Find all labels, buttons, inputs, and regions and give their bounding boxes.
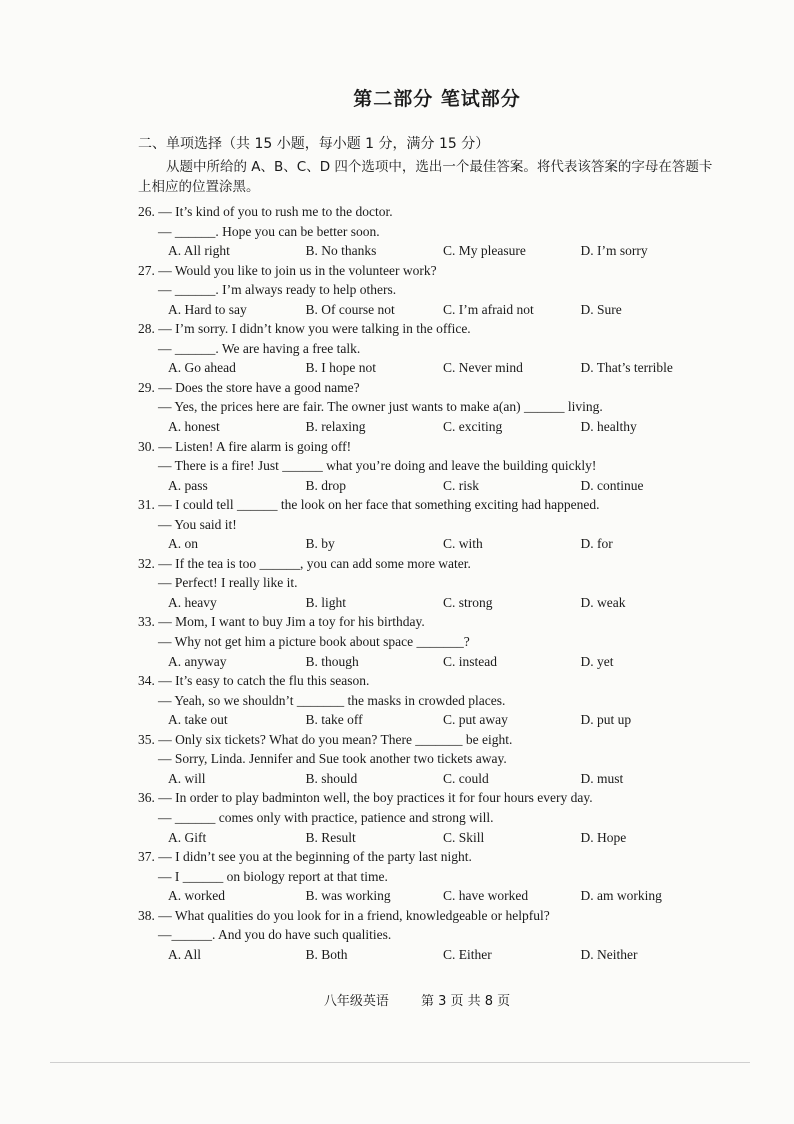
question-response [138, 456, 718, 476]
question-text: — ______. I’m always ready to help others. [158, 282, 397, 298]
question-text: — In order to play badminton well, the boy practices it for four hours every day. [158, 790, 593, 806]
question-prompt [138, 730, 718, 750]
answer-option: D. for [580, 536, 613, 552]
question-text: —______. And you do have such qualities. [158, 927, 392, 943]
answer-option: B. Result [305, 829, 356, 845]
answer-option: D. Hope [580, 829, 627, 845]
answer-option: C. put away [443, 712, 508, 728]
question-prompt [138, 378, 718, 398]
question-number: 33. [138, 614, 155, 630]
question-text: — Only six tickets? What do you mean? There _______ be eight. [158, 731, 513, 747]
answer-option: C. could [443, 770, 489, 786]
answer-options [138, 358, 718, 378]
answer-option: D. weak [580, 594, 626, 610]
question-text: — There is a fire! Just ______ what you’re doing and leave the building quickly! [158, 458, 597, 474]
question-number: 37. [138, 849, 155, 865]
question-prompt [138, 319, 718, 339]
answer-option: B. No thanks [305, 243, 377, 259]
question-prompt [138, 906, 718, 926]
answer-options [138, 710, 718, 730]
section-heading: 二、单项选择（共 15 小题，每小题 1 分，满分 15 分） [138, 136, 490, 152]
question-item [138, 730, 718, 789]
answer-option: A. Gift [168, 829, 207, 845]
question-text: — It’s kind of you to rush me to the doctor. [158, 204, 393, 219]
footer-page-number: 第 3 页 共 8 页 [420, 994, 511, 1009]
question-text: — I could tell ______ the look on her face that something exciting had happened. [158, 497, 600, 513]
question-prompt [138, 612, 718, 632]
question-text: — It’s easy to catch the flu this season. [158, 673, 370, 689]
answer-options [138, 652, 718, 672]
answer-option: D. continue [580, 477, 644, 493]
question-response [138, 632, 718, 652]
answer-option: C. Either [443, 946, 492, 962]
answer-option: C. Skill [443, 829, 485, 845]
question-response [138, 280, 718, 300]
section-instructions: 从题中所给的 A、B、C、D 四个选项中，选出一个最佳答案。将代表该答案的字母在答题卡上相应的位置涂黑。 [138, 159, 713, 195]
question-text: — I didn’t see you at the beginning of the party last night. [158, 849, 472, 865]
question-number: 34. [138, 673, 155, 689]
answer-option: A. worked [168, 888, 225, 904]
question-number: 28. [138, 321, 155, 337]
question-response [138, 573, 718, 593]
answer-option: B. relaxing [305, 419, 366, 435]
answer-option: C. I’m afraid not [443, 301, 534, 317]
question-prompt [138, 671, 718, 691]
question-prompt [138, 437, 718, 457]
answer-option: B. should [305, 770, 358, 786]
question-item [138, 906, 718, 965]
answer-option: B. was working [305, 888, 391, 904]
answer-option: A. Hard to say [168, 301, 247, 317]
answer-option: A. Go ahead [168, 360, 236, 376]
answer-option: B. take off [305, 712, 363, 728]
question-item [138, 671, 718, 730]
question-text: — Would you like to join us in the volunteer work? [158, 262, 437, 278]
question-response [138, 808, 718, 828]
answer-option: A. All right [168, 243, 230, 259]
answer-option: B. light [305, 594, 347, 610]
question-item [138, 612, 718, 671]
question-number: 36. [138, 790, 155, 806]
answer-option: A. anyway [168, 653, 227, 669]
question-number: 31. [138, 497, 155, 513]
answer-option: A. heavy [168, 594, 217, 610]
answer-option: A. All [168, 946, 202, 962]
answer-option: B. Both [305, 946, 348, 962]
answer-option: A. take out [168, 712, 228, 728]
question-text: — What qualities do you look for in a friend, knowledgeable or helpful? [158, 907, 550, 923]
question-prompt [138, 202, 718, 222]
answer-options [138, 945, 718, 965]
question-response [138, 691, 718, 711]
answer-option: C. have worked [443, 888, 529, 904]
answer-option: B. drop [305, 477, 346, 493]
page-title: 第二部分 笔试部分 [353, 88, 521, 110]
answer-option: D. Neither [580, 946, 638, 962]
question-text: — Perfect! I really like it. [158, 575, 298, 591]
footer-subject: 八年级英语 [323, 994, 389, 1009]
answer-option: C. My pleasure [443, 243, 526, 259]
question-item [138, 847, 718, 906]
answer-options [138, 476, 718, 496]
question-text: — ______. We are having a free talk. [158, 340, 361, 356]
question-text: — ______ comes only with practice, patience and strong will. [158, 809, 494, 825]
answer-options [138, 593, 718, 613]
answer-option: D. put up [580, 712, 632, 728]
question-text: — You said it! [158, 516, 237, 532]
question-text: — ______. Hope you can be better soon. [158, 223, 380, 239]
answer-options [138, 300, 718, 320]
answer-option: D. Sure [580, 301, 622, 317]
answer-option: C. instead [443, 653, 497, 669]
question-text: — Does the store have a good name? [158, 379, 360, 395]
page-footer [0, 990, 794, 1009]
answer-option: D. I’m sorry [580, 243, 648, 259]
question-text: — Listen! A fire alarm is going off! [158, 438, 352, 454]
question-number: 29. [138, 379, 155, 395]
question-prompt [138, 261, 718, 281]
answer-option: D. That’s terrible [580, 360, 673, 376]
question-prompt [138, 495, 718, 515]
question-response [138, 339, 718, 359]
scan-edge-line [50, 1062, 750, 1063]
question-response [138, 515, 718, 535]
question-prompt [138, 554, 718, 574]
answer-option: A. pass [168, 477, 208, 493]
question-item [138, 319, 718, 378]
answer-option: C. with [443, 536, 483, 552]
question-text: — If the tea is too ______, you can add some more water. [158, 555, 471, 571]
question-list [138, 202, 718, 964]
answer-option: A. honest [168, 419, 220, 435]
answer-option: C. exciting [443, 419, 503, 435]
answer-options [138, 769, 718, 789]
question-text: — Sorry, Linda. Jennifer and Sue took another two tickets away. [158, 751, 507, 767]
answer-option: C. Never mind [443, 360, 523, 376]
answer-option: D. yet [580, 653, 614, 669]
answer-option: C. risk [443, 477, 480, 493]
answer-options [138, 886, 718, 906]
question-text: — Yes, the prices here are fair. The owner just wants to make a(an) ______ living. [158, 399, 603, 415]
answer-option: D. healthy [580, 419, 637, 435]
question-text: — I ______ on biology report at that time. [158, 868, 388, 884]
question-response [138, 925, 718, 945]
question-text: — Mom, I want to buy Jim a toy for his birthday. [158, 614, 425, 630]
answer-option: B. I hope not [305, 360, 376, 376]
question-item [138, 202, 718, 261]
question-text: — I’m sorry. I didn’t know you were talking in the office. [158, 321, 471, 337]
question-number: 27. [138, 262, 155, 278]
question-prompt [138, 788, 718, 808]
question-response [138, 397, 718, 417]
answer-options [138, 534, 718, 554]
answer-option: A. on [168, 536, 198, 552]
answer-option: B. though [305, 653, 359, 669]
answer-option: A. will [168, 770, 206, 786]
question-number: 26. [138, 204, 155, 219]
question-response [138, 222, 718, 242]
answer-option: C. strong [443, 594, 493, 610]
question-item [138, 261, 718, 320]
question-number: 38. [138, 907, 155, 923]
answer-options [138, 417, 718, 437]
answer-option: D. must [580, 770, 624, 786]
question-number: 32. [138, 555, 155, 571]
question-text: — Yeah, so we shouldn’t _______ the masks in crowded places. [158, 692, 506, 708]
question-response [138, 749, 718, 769]
question-text: — Why not get him a picture book about space _______? [158, 634, 470, 650]
answer-option: B. Of course not [305, 301, 395, 317]
question-item [138, 554, 718, 613]
answer-options [138, 828, 718, 848]
answer-options [138, 241, 718, 261]
answer-option: B. by [305, 536, 335, 552]
question-number: 35. [138, 731, 155, 747]
question-prompt [138, 847, 718, 867]
question-response [138, 867, 718, 887]
question-item [138, 495, 718, 554]
answer-option: D. am working [580, 888, 662, 904]
question-item [138, 788, 718, 847]
question-number: 30. [138, 438, 155, 454]
question-item [138, 378, 718, 437]
question-item [138, 437, 718, 496]
